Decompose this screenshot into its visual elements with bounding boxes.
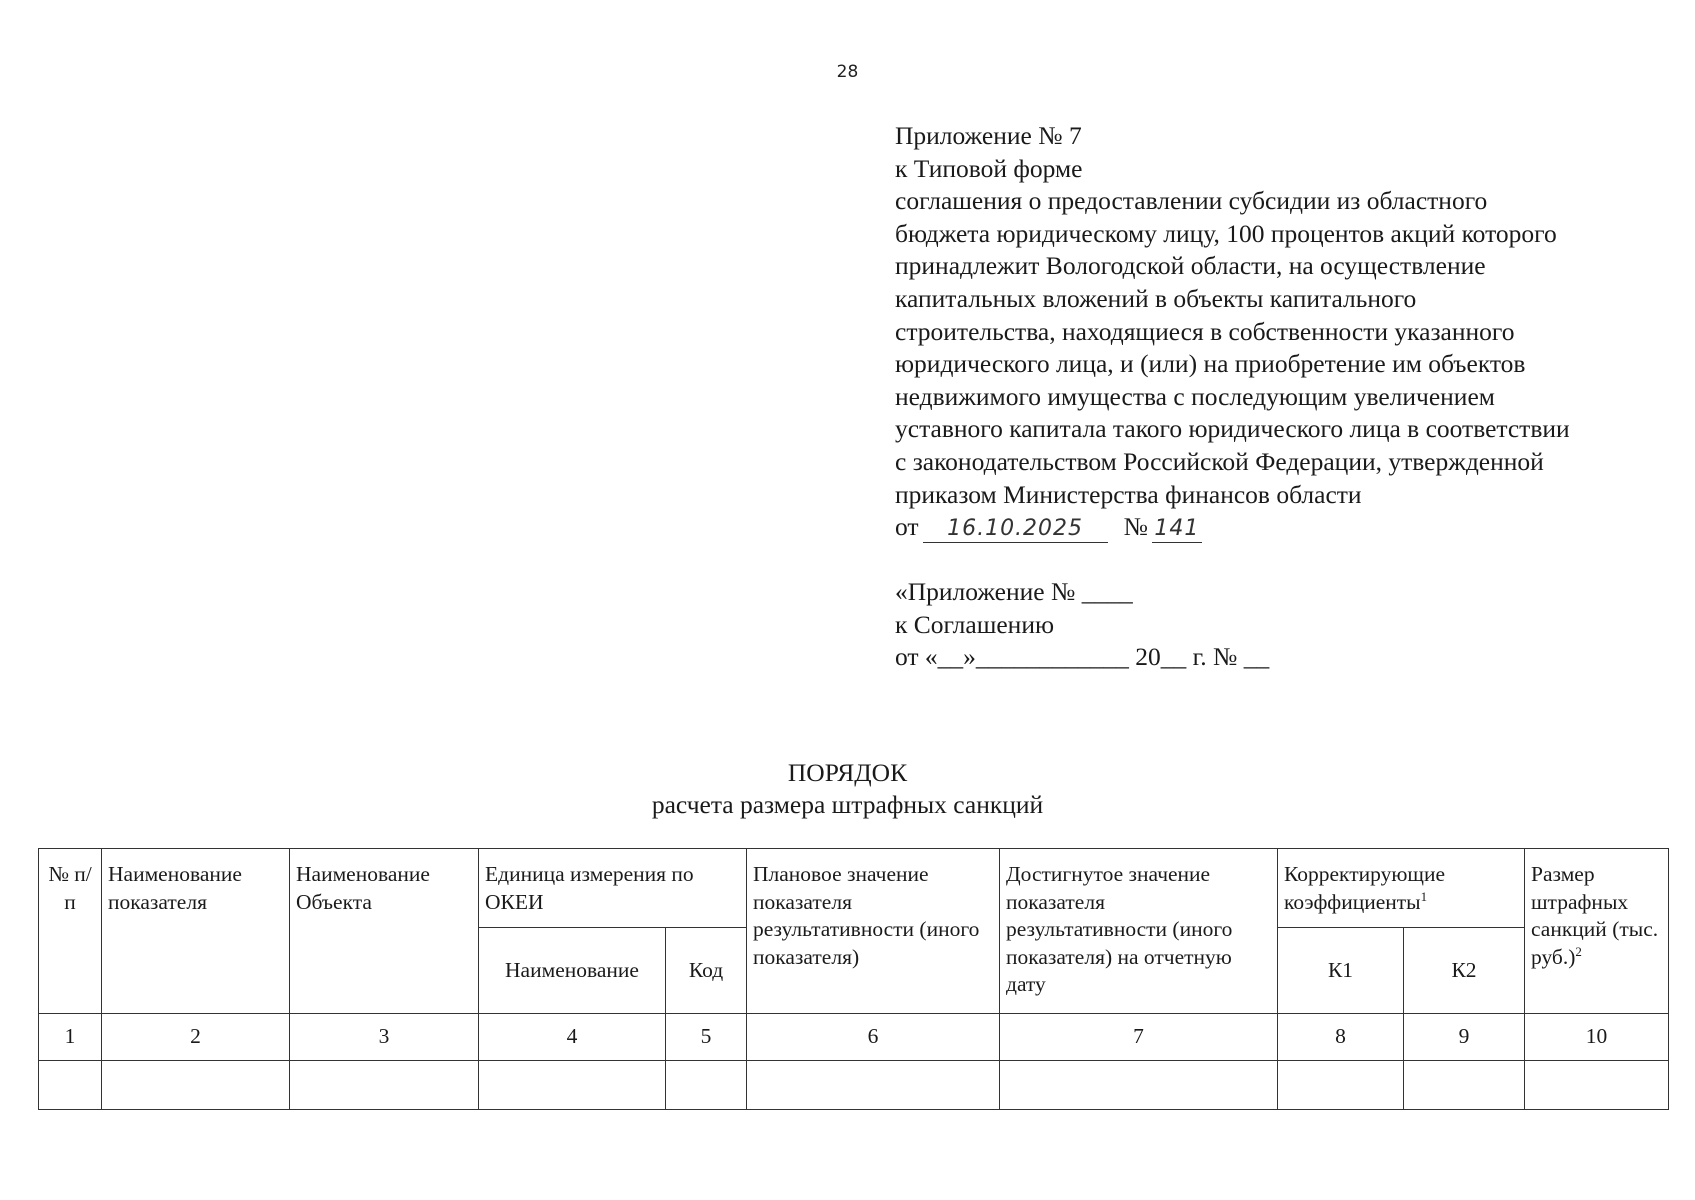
column-number-cell: 8 [1278,1014,1404,1061]
appendix-line: недвижимого имущества с последующим увеличением [895,381,1495,411]
table-cell [290,1061,479,1110]
appendix-line: соглашения о предоставлении субсидии из областного [895,186,1488,216]
column-number-cell: 9 [1404,1014,1525,1061]
appendix-line: приказом Министерства финансов области [895,479,1362,509]
header-object-name: Наименование Объекта [290,849,479,1014]
header-sanctions [1525,849,1669,1014]
column-number-cell: 10 [1525,1014,1669,1061]
column-number-cell: 7 [1000,1014,1278,1061]
agreement-line: от «__»____________ 20__ г. № __ [895,642,1270,672]
header-unit-okei: Единица измерения по ОКЕИ [479,849,747,928]
appendix-line: Приложение № 7 [895,121,1082,150]
appendix-line: к Типовой форме [895,153,1083,183]
column-number-cell: 2 [102,1014,290,1061]
table-cell [1000,1061,1278,1110]
table-cell [1404,1061,1525,1110]
title-sub: расчета размера штрафных санкций [651,790,1044,819]
header-achieved-value: Достигнутое значение показателя результативности (иного показателя) на отчетную дату [1000,849,1278,1014]
appendix-line: юридического лица, и (или) на приобретение им объектов [895,349,1526,379]
agreement-line: «Приложение № ____ [895,577,1133,606]
table-cell [479,1061,666,1110]
appendix-line: принадлежит Вологодской области, на осуществление [895,251,1486,281]
column-number-cell: 3 [290,1014,479,1061]
column-number-cell: 6 [747,1014,1000,1061]
agreement-reference [895,576,1269,674]
date-prefix: от [895,512,919,542]
handwritten-number: 141 [1152,516,1202,543]
footnote-mark: 1 [1420,888,1428,904]
sanctions-table-wrapper [38,848,1668,1110]
appendix-line: строительства, находящиеся в собственности указанного [895,316,1515,346]
appendix-line: уставного капитала такого юридического лица в соответствии [895,414,1570,444]
header-k2: К2 [1404,928,1525,1014]
sanctions-table [38,848,1669,1110]
header-unit-code: Код [666,928,747,1014]
table-row [39,1061,1669,1110]
agreement-line: к Соглашению [895,609,1055,639]
table-cell [666,1061,747,1110]
order-date-line [895,511,1675,544]
header-coefficients [1278,849,1525,928]
column-number-cell: 1 [39,1014,102,1061]
column-number-cell: 5 [666,1014,747,1061]
header-k1: К1 [1278,928,1404,1014]
document-title [0,757,1695,821]
handwritten-date: 16.10.2025 [923,516,1108,543]
column-numbers-row [39,1014,1669,1061]
table-cell [1525,1061,1669,1110]
header-num: № п/п [39,849,102,1014]
page-number: 28 [836,62,859,82]
appendix-line: капитальных вложений в объекты капитального [895,283,1417,313]
appendix-line: бюджета юридическому лицу, 100 процентов акций которого [895,218,1557,248]
header-indicator-name: Наименование показателя [102,849,290,1014]
column-number-cell: 4 [479,1014,666,1061]
header-coefficients-label: Корректирующие коэффициенты [1284,862,1446,914]
header-planned-value: Плановое значение показателя результативности (иного показателя) [747,849,1000,1014]
footnote-mark: 2 [1575,943,1582,959]
table-cell [102,1061,290,1110]
header-sanctions-label: Размер штрафных санкций (тыс. руб.) [1531,862,1659,969]
number-prefix: № [1123,512,1148,542]
title-main: ПОРЯДОК [787,758,908,787]
table-cell [39,1061,102,1110]
appendix-line: с законодательством Российской Федерации, утвержденной [895,446,1544,476]
table-cell [1278,1061,1404,1110]
table-cell [747,1061,1000,1110]
header-unit-name: Наименование [479,928,666,1014]
appendix-header [895,120,1675,544]
